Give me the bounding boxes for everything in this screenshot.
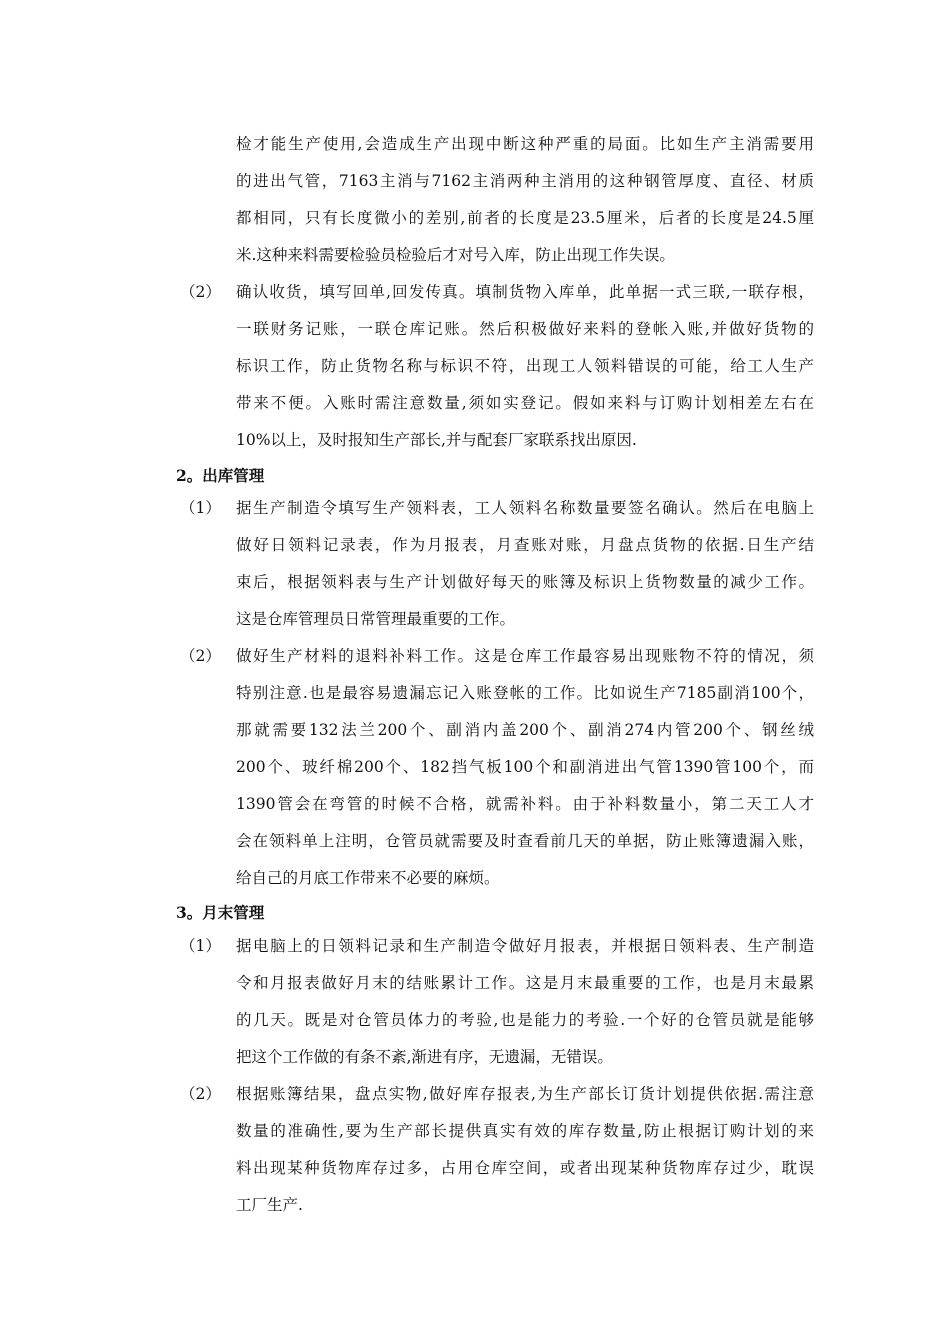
paragraph-line: 做好生产材料的退料补料工作。这是仓库工作最容易出现账物不符的情况，须: [236, 647, 814, 665]
paragraph-line: 200个、玻纤棉200个、182挡气板100个和副消进出气管1390管100个，而: [236, 758, 814, 776]
item-number: （1）: [180, 499, 221, 517]
paragraph-line: 都相同，只有长度微小的差别,前者的长度是23.5厘米，后者的长度是24.5厘: [236, 209, 814, 227]
section-heading: 2。出库管理: [176, 466, 265, 485]
item-number: （2）: [180, 1085, 221, 1103]
paragraph-line: 根据账簿结果，盘点实物,做好库存报表,为生产部长订货计划提供依据.需注意: [236, 1085, 814, 1103]
paragraph-line: 数量的准确性,要为生产部长提供真实有效的库存数量,防止根据订购计划的来: [236, 1122, 814, 1140]
paragraph-line: 料出现某种货物库存过多，占用仓库空间，或者出现某种货物库存过少，耽误: [236, 1159, 814, 1177]
item-number: （2）: [180, 283, 221, 301]
section-heading: 3。月末管理: [176, 903, 265, 922]
item-number: （2）: [180, 647, 221, 665]
paragraph-line: 据生产制造令填写生产领料表，工人领料名称数量要签名确认。然后在电脑上: [236, 499, 814, 517]
paragraph-line: 那就需要132法兰200个、副消内盖200个、副消274内管200个、钢丝绒: [236, 721, 814, 739]
paragraph-line: 做好日领料记录表，作为月报表，月查账对账，月盘点货物的依据.日生产结: [236, 536, 814, 554]
paragraph-line: 令和月报表做好月末的结账累计工作。这是月末最重要的工作，也是月末最累: [236, 974, 814, 992]
paragraph-line: 一联财务记账，一联仓库记账。然后积极做好来料的登帐入账,并做好货物的: [236, 320, 814, 338]
item-number: （1）: [180, 937, 221, 955]
paragraph-line: 特别注意.也是最容易遗漏忘记入账登帐的工作。比如说生产7185副消100个，: [236, 684, 814, 702]
paragraph-line: 检才能生产使用,会造成生产出现中断这种严重的局面。比如生产主消需要用: [236, 135, 814, 153]
paragraph-line: 的进出气管，7163主消与7162主消两种主消用的这种钢管厚度、直径、材质: [236, 172, 814, 190]
paragraph-line: 束后，根据领料表与生产计划做好每天的账簿及标识上货物数量的减少工作。: [236, 573, 814, 591]
paragraph-line: 这是仓库管理员日常管理最重要的工作。: [236, 610, 516, 628]
paragraph-line: 带来不便。入账时需注意数量,须如实登记。假如来料与订购计划相差左右在: [236, 394, 814, 412]
paragraph-line: 给自己的月底工作带来不必要的麻烦。: [236, 869, 500, 887]
paragraph-line: 的几天。既是对仓管员体力的考验,也是能力的考验.一个好的仓管员就是能够: [236, 1011, 814, 1029]
paragraph-line: 确认收货，填写回单,回发传真。填制货物入库单，此单据一式三联,一联存根，: [236, 283, 814, 301]
paragraph-line: 工厂生产.: [236, 1196, 303, 1214]
paragraph-line: 据电脑上的日领料记录和生产制造令做好月报表，并根据日领料表、生产制造: [236, 937, 814, 955]
paragraph-line: 米.这种来料需要检验员检验后才对号入库，防止出现工作失误。: [236, 246, 675, 264]
paragraph-line: 把这个工作做的有条不紊,渐进有序，无遗漏，无错误。: [236, 1048, 613, 1066]
paragraph-line: 标识工作，防止货物名称与标识不符，出现工人领料错误的可能，给工人生产: [236, 357, 814, 375]
paragraph-line: 会在领料单上注明，仓管员就需要及时查看前几天的单据，防止账簿遗漏入账，: [236, 832, 814, 850]
paragraph-line: 10%以上，及时报知生产部长,并与配套厂家联系找出原因.: [236, 431, 637, 449]
paragraph-line: 1390管会在弯管的时候不合格，就需补料。由于补料数量小，第二天工人才: [236, 795, 814, 813]
